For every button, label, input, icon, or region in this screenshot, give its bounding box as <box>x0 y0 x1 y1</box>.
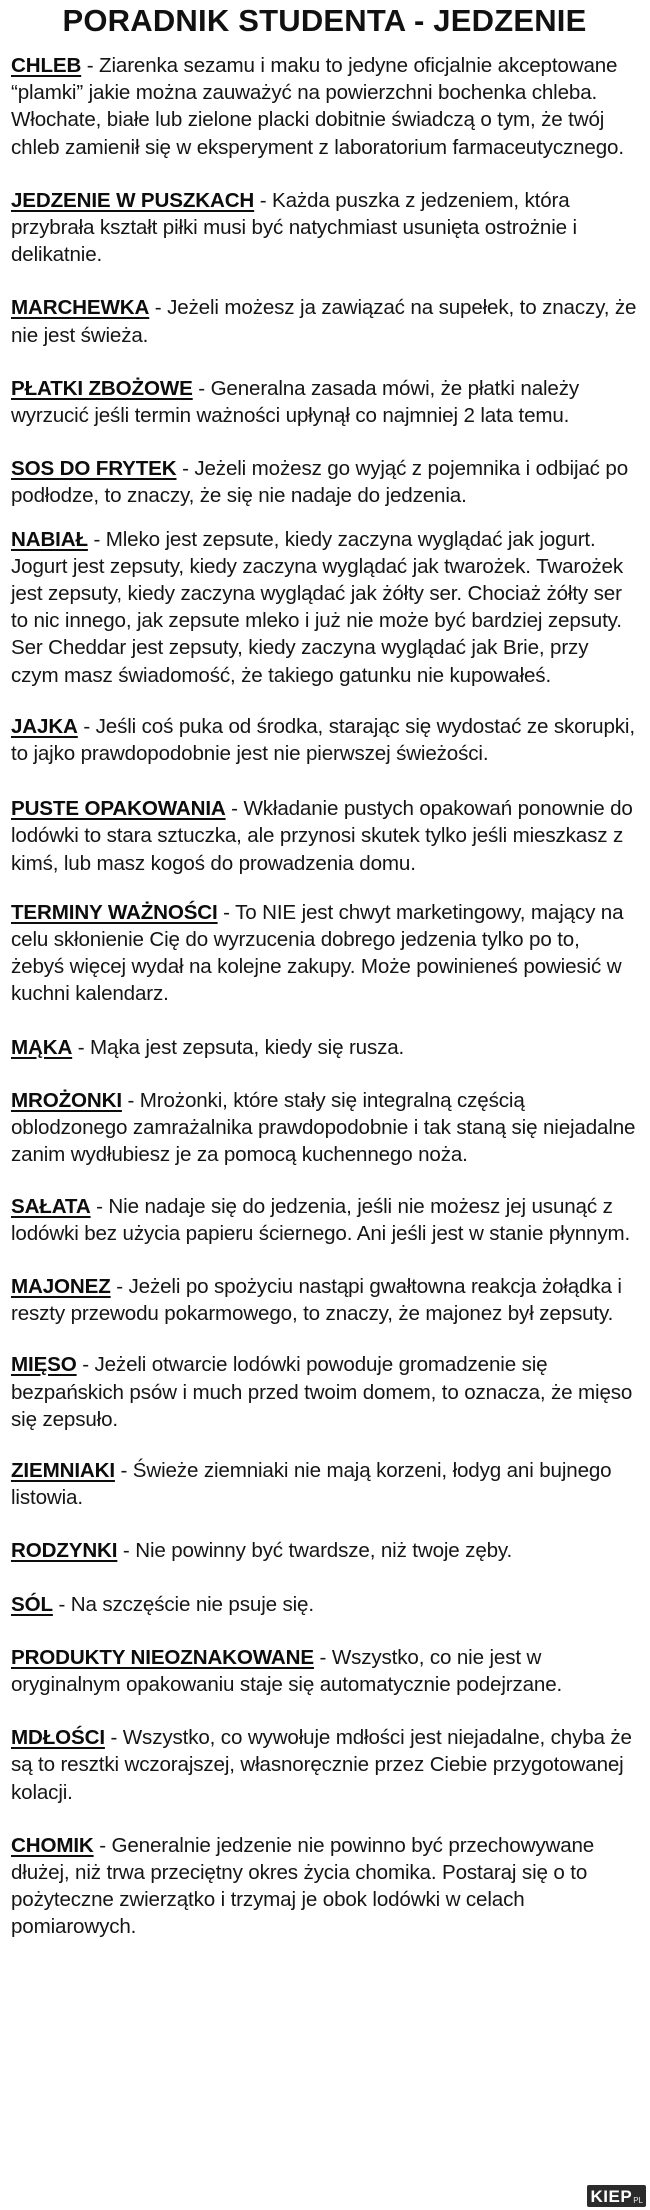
entry-marchewka <box>11 294 638 348</box>
entry-separator: - <box>149 296 168 320</box>
entry-text: Mąka jest zepsuta, kiedy się rusza. <box>90 1035 405 1059</box>
entry-term: MROŻONKI <box>11 1088 122 1112</box>
entry-chomik <box>11 1832 638 1941</box>
entry-separator: - <box>217 900 236 924</box>
entry-term: MARCHEWKA <box>11 296 150 320</box>
entry-maka <box>11 1034 638 1061</box>
entry-term: PŁATKI ZBOŻOWE <box>11 376 193 400</box>
entry-mrozonki <box>11 1087 638 1169</box>
entry-term: SAŁATA <box>11 1194 91 1218</box>
entry-separator: - <box>225 797 244 821</box>
entry-chleb <box>11 52 638 161</box>
entry-text: Na szczęście nie psuje się. <box>70 1592 314 1616</box>
entry-term: MAJONEZ <box>11 1274 111 1298</box>
entry-separator: - <box>254 188 273 212</box>
entry-separator: - <box>104 1726 123 1750</box>
entry-sol <box>11 1591 638 1618</box>
entry-text: Każda puszka z jedzeniem, która przybrała kształt piłki musi być natychmiast usunięta ostrożnie i delikatnie. <box>11 188 577 267</box>
entry-text: Wszystko, co wywołuje mdłości jest niejadalne, chyba że są to resztki wczorajszej, własnoręcznie przez Ciebie przygotowanej kolacji. <box>11 1726 632 1804</box>
entry-text: Wkładanie pustych opakowań ponownie do lodówki to stara sztuczka, ale przynosi skutek tylko jeśli mieszkasz z kimś, lub masz kogoś do prowadzenia domu. <box>11 797 633 875</box>
entry-term: PUSTE OPAKOWANIA <box>11 797 226 821</box>
entry-separator: - <box>93 1833 112 1857</box>
entry-separator: - <box>76 1353 95 1377</box>
entry-separator: - <box>121 1088 140 1112</box>
entry-term: TERMINY WAŻNOŚCI <box>11 900 218 924</box>
watermark-main-text: KIEP <box>590 2187 633 2206</box>
entry-salata <box>11 1193 638 1247</box>
entry-text: Mrożonki, które stały się integralną częścią oblodzonego zamrażalnika prawdopodobnie i tak staną się niejadalne zanim wydłubiesz je za pomocą kuchennego noża. <box>11 1088 636 1167</box>
entry-term: NABIAŁ <box>11 527 88 551</box>
entry-separator: - <box>52 1592 71 1616</box>
entry-majonez <box>11 1273 638 1327</box>
entry-mieso <box>11 1351 638 1433</box>
entry-ziemniaki <box>11 1457 638 1511</box>
entry-text: Ziarenka sezamu i maku to jedyne oficjalnie akceptowane “plamki” jakie można zauważyć na powierzchni bochenka chleba. Włochate, białe lub zielone placki dobitnie świadczą o tym, że twój chleb zamienił się w eksperyment z laboratorium farmaceutycznego. <box>11 54 624 159</box>
entry-term: SOS DO FRYTEK <box>11 457 177 481</box>
entry-nabial <box>11 526 638 689</box>
entry-sos-do-frytek <box>11 455 638 509</box>
entry-separator: - <box>117 1539 136 1563</box>
entry-text: Jeżeli otwarcie lodówki powoduje gromadzenie się bezpańskich psów i much przed twoim domem, to oznacza, że mięso się zepsuło. <box>11 1353 633 1431</box>
entry-term: MĄKA <box>11 1035 73 1059</box>
entry-term: SÓL <box>11 1592 53 1616</box>
entry-term: MIĘSO <box>11 1353 77 1377</box>
entry-text: Wszystko, co nie jest w oryginalnym opakowaniu staje się automatycznie podejrzane. <box>11 1645 563 1696</box>
entry-separator: - <box>176 457 195 481</box>
entry-text: Generalna zasada mówi, że płatki należy wyrzucić jeśli termin ważności upłynął co najmniej 2 lata temu. <box>11 376 580 428</box>
entry-separator: - <box>81 54 100 77</box>
entry-text: Generalnie jedzenie nie powinno być przechowywane dłużej, niż trwa przeciętny okres życia chomika. Postaraj się o to pożyteczne zwierzątko i trzymaj je obok lodówki w celach pomiarowych. <box>11 1833 595 1939</box>
entry-term: PRODUKTY NIEOZNAKOWANE <box>11 1645 314 1669</box>
entry-term: ZIEMNIAKI <box>11 1458 115 1482</box>
entry-term: JAJKA <box>11 714 78 738</box>
entry-text: Jeśli coś puka od środka, starając się wydostać ze skorupki, to jajko prawdopodobnie jest nie pierwszej świeżości. <box>11 714 635 766</box>
entry-separator: - <box>110 1274 129 1298</box>
entry-rodzynki <box>11 1537 638 1564</box>
entry-term: CHLEB <box>11 54 82 77</box>
entry-jajka <box>11 713 638 767</box>
entry-text: To NIE jest chwyt marketingowy, mający na celu skłonienie Cię do wyrzucenia dobrego jedzenia tylko po to, żebyś więcej wydał na kolejne zakupy. Może powinieneś powiesić w kuchni kalendarz. <box>11 900 624 1006</box>
entry-separator: - <box>90 1194 109 1218</box>
watermark-domain-text: PL <box>633 2196 643 2205</box>
page-title: PORADNIK STUDENTA - JEDZENIE <box>62 3 587 38</box>
entry-text: Mleko jest zepsute, kiedy zaczyna wyglądać jak jogurt. Jogurt jest zepsuty, kiedy zaczyna wyglądać jak twarożek. Twarożek jest zepsuty, kiedy zaczyna wyglądać jak żółty ser. Chociaż żółty ser to nic innego, jak zepsute mleko i już nie może być bardziej zepsuty. Ser Cheddar jest zepsuty, kiedy zaczyna wyglądać jak Brie, przy czym masz świadomość, że takiego gatunku nie kupowałeś. <box>11 527 624 687</box>
entry-term: CHOMIK <box>11 1833 94 1857</box>
entry-text: Jeżeli po spożyciu nastąpi gwałtowna reakcja żołądka i reszty przewodu pokarmowego, to znaczy, że majonez był zepsuty. <box>11 1274 622 1326</box>
entry-produkty-nieoznakowane <box>11 1644 638 1698</box>
entry-term: MDŁOŚCI <box>11 1726 105 1750</box>
entry-mdlosci <box>11 1724 638 1806</box>
entry-text: Nie powinny być twardsze, niż twoje zęby. <box>135 1539 513 1563</box>
entry-separator: - <box>114 1458 133 1482</box>
entry-text: Nie nadaje się do jedzenia, jeśli nie możesz jej usunąć z lodówki bez użycia papieru ściernego. Ani jeśli jest w stanie płynnym. <box>11 1194 631 1245</box>
entry-jedzenie-w-puszkach <box>11 187 638 269</box>
entry-text: Świeże ziemniaki nie mają korzeni, łodyg ani bujnego listowia. <box>11 1458 612 1510</box>
entry-platki-zbozowe <box>11 375 638 429</box>
entry-separator: - <box>192 376 211 400</box>
site-watermark-logo <box>587 2185 646 2207</box>
entry-separator: - <box>313 1645 332 1669</box>
entry-text: Jeżeli możesz ja zawiązać na supełek, to znaczy, że nie jest świeża. <box>11 296 637 347</box>
entry-text: Jeżeli możesz go wyjąć z pojemnika i odbijać po podłodze, to znaczy, że się nie nadaje do jedzenia. <box>11 457 628 508</box>
entry-puste-opakowania <box>11 795 638 877</box>
entry-term: JEDZENIE W PUSZKACH <box>11 188 255 212</box>
entry-separator: - <box>87 527 106 551</box>
entry-separator: - <box>77 714 96 738</box>
entry-list <box>11 52 638 1941</box>
entry-separator: - <box>72 1035 91 1059</box>
entry-terminy-waznosci <box>11 899 638 1008</box>
entry-term: RODZYNKI <box>11 1539 118 1563</box>
